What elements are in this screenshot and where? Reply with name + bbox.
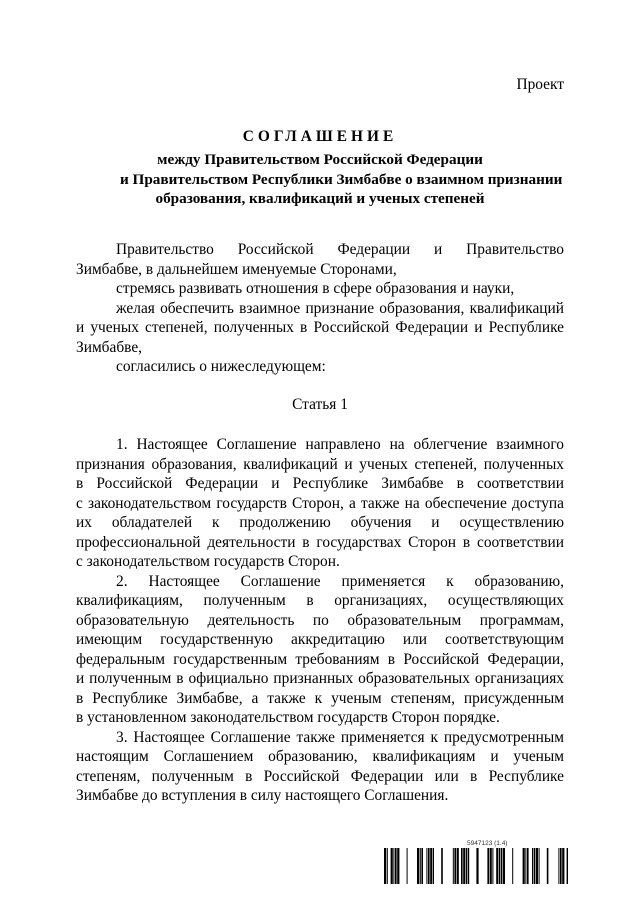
document-subtitle bbox=[120, 150, 563, 209]
article-line: профессиональной деятельности в государствах Сторон в соответствии bbox=[76, 533, 564, 551]
preamble bbox=[76, 240, 564, 377]
preamble-line: Зимбабве, в дальнейшем именуемые Сторонами, bbox=[76, 260, 397, 278]
document-title: СОГЛАШЕНИЕ bbox=[242, 128, 398, 145]
article-line: 1. Настоящее Соглашение направлено на облегчение взаимного bbox=[116, 436, 564, 453]
preamble-line: стремясь развивать отношения в сфере образования и науки, bbox=[116, 280, 515, 297]
article-line: и полученным в официально признанных образовательных организациях bbox=[76, 670, 564, 687]
article-line: в установленном законодательством государств Сторон порядке. bbox=[76, 709, 500, 726]
article-line: в Республике Зимбабве, а также к ученым степеням, присужденным bbox=[76, 689, 564, 707]
document-code: 5947123 (1.4) bbox=[467, 840, 508, 847]
article-line: настоящим Соглашением образованию, квалификациям и ученым bbox=[76, 748, 564, 765]
subtitle-line: и Правительством Республики Зимбабве о взаимном признании bbox=[120, 170, 563, 188]
draft-status-label: Проект bbox=[516, 76, 564, 93]
preamble-line: согласились о нижеследующем: bbox=[116, 358, 326, 375]
preamble-line: Зимбабве, bbox=[76, 338, 143, 356]
article-line: их обладателей к продолжению обучения и осуществлению bbox=[76, 514, 564, 531]
article-line: в Российской Федерации и Республике Зимбабве в соответствии bbox=[76, 475, 564, 492]
article-heading: Статья 1 bbox=[292, 396, 348, 413]
barcode-icon bbox=[384, 848, 568, 884]
article-line: с законодательством государств Сторон. bbox=[76, 553, 340, 570]
article-line: Зимбабве до вступления в силу настоящего Соглашения. bbox=[76, 787, 449, 804]
article-line: имеющим государственную аккредитацию или соответствующим bbox=[76, 631, 564, 648]
preamble-line: и ученых степеней, полученных в Российской Федерации и Республике bbox=[76, 319, 564, 336]
article-line: 3. Настоящее Соглашение также применяется к предусмотренным bbox=[116, 728, 564, 746]
article-line: признания образования, квалификаций и ученых степеней, полученных bbox=[76, 455, 564, 473]
preamble-line: Правительство Российской Федерации и Правительство bbox=[116, 241, 564, 258]
article-line: степеням, полученным в Российской Федерации или в Республике bbox=[76, 767, 564, 785]
article-line: 2. Настоящее Соглашение применяется к образованию, bbox=[116, 572, 564, 590]
article-line: с законодательством государств Сторон, а также на обеспечение доступа bbox=[76, 494, 564, 512]
subtitle-line: между Правительством Российской Федерации bbox=[157, 151, 483, 168]
preamble-line: желая обеспечить взаимное признание образования, квалификаций bbox=[116, 299, 564, 317]
subtitle-line: образования, квалификаций и ученых степеней bbox=[155, 190, 485, 207]
article-line: квалификациям, полученным в организациях, осуществляющих bbox=[76, 592, 564, 609]
article-1-body bbox=[76, 435, 564, 806]
article-line: образовательную деятельность по образовательным программам, bbox=[76, 611, 564, 629]
article-line: федеральным государственным требованиям в Российской Федерации, bbox=[76, 650, 564, 668]
